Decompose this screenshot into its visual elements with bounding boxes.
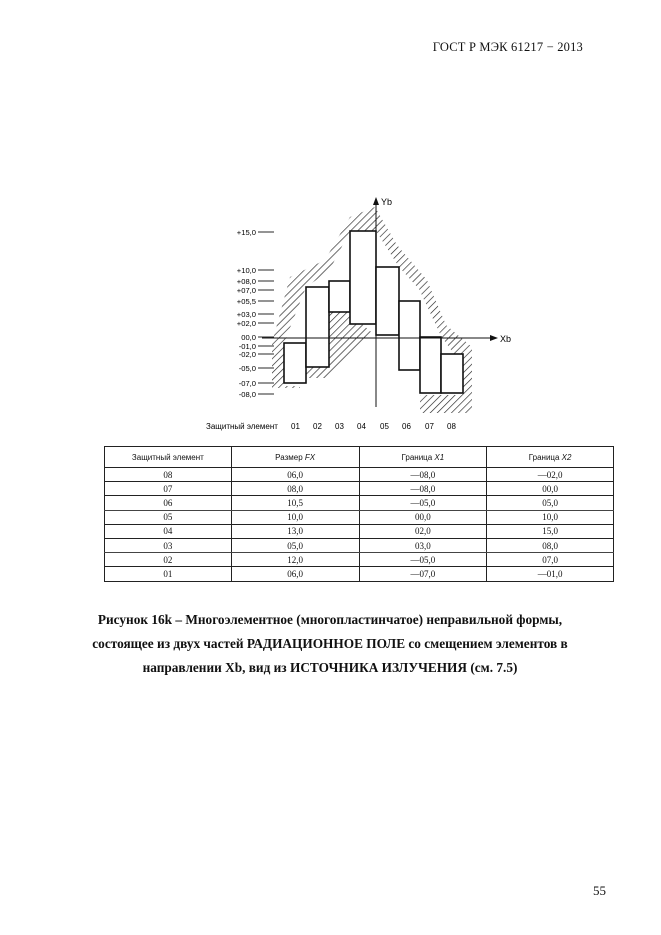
leaf-08 [441,354,463,393]
tick-m07: -07,0 [238,379,256,388]
table-row: 04 13,0 02,0 15,0 [105,524,614,538]
element-labels [206,422,456,431]
leaf-01 [284,343,306,383]
x-axis-arrow [490,335,498,341]
col-header-x1: Граница X1 [359,447,487,468]
caption-line-3: направлении Xb, вид из ИСТОЧНИКА ИЗЛУЧЕНИЯ (см. 7.5) [142,660,518,675]
col-header-element: Защитный элемент [105,447,232,468]
element-label-05: 05 [380,422,389,431]
caption-line-2: состоящее из двух частей РАДИАЦИОННОЕ ПОЛЕ со смещением элементов в [92,636,568,651]
tick-p08: +08,0 [236,277,256,286]
tick-p02: +02,0 [236,319,256,328]
y-ticks [237,228,256,399]
y-axis-label: Yb [381,197,393,207]
leaf-diagram-svg [0,185,661,435]
tick-m05: -05,0 [238,364,256,373]
table-row: 02 12,0 —05,0 07,0 [105,553,614,567]
tick-p07: +07,0 [236,286,256,295]
leaf-03 [329,281,350,312]
tick-p03: +03,0 [236,310,256,319]
tick-p15: +15,0 [236,228,256,237]
element-label-06: 06 [402,422,411,431]
element-label-08: 08 [447,422,456,431]
table-row: 03 05,0 03,0 08,0 [105,538,614,552]
y-axis-arrow [373,197,379,205]
col-header-x2: Граница X2 [487,447,614,468]
tick-dashes [258,232,274,394]
leaf-07 [420,337,441,393]
element-label-02: 02 [313,422,322,431]
page-number: 55 [593,883,606,898]
tick-p055: +05,5 [236,297,256,306]
table-row: 07 08,0 —08,0 00,0 [105,482,614,496]
col-header-size: Размер FX [231,447,359,468]
x-axis-label: Xb [500,334,512,344]
element-label-01: 01 [291,422,300,431]
leaf-06 [399,301,420,370]
leaf-05 [376,267,399,335]
leaf-parameters-table [104,446,614,582]
figure-caption [80,608,580,680]
leaf-diagram [0,185,661,435]
leaf-04 [350,231,376,324]
tick-00: 00,0 [241,333,256,342]
tick-m02: -02,0 [238,350,256,359]
tick-p10: +10,0 [236,266,256,275]
tick-m01: -01,0 [238,342,256,351]
tick-m08: -08,0 [238,390,256,399]
element-label-07: 07 [425,422,434,431]
page-header: ГОСТ Р МЭК 61217 − 2013 [432,40,583,54]
element-caption: Защитный элемент [206,422,278,431]
leaf-02 [306,287,329,367]
table-header-row [105,447,614,468]
table-row: 05 10,0 00,0 10,0 [105,510,614,524]
table-row: 01 06,0 —07,0 —01,0 [105,567,614,581]
table-row: 06 10,5 —05,0 05,0 [105,496,614,510]
element-label-03: 03 [335,422,344,431]
element-label-04: 04 [357,422,366,431]
table-row: 08 06,0 —08,0 —02,0 [105,468,614,482]
caption-line-1: Рисунок 16k – Многоэлементное (многопластинчатое) неправильной формы, [97,612,563,627]
